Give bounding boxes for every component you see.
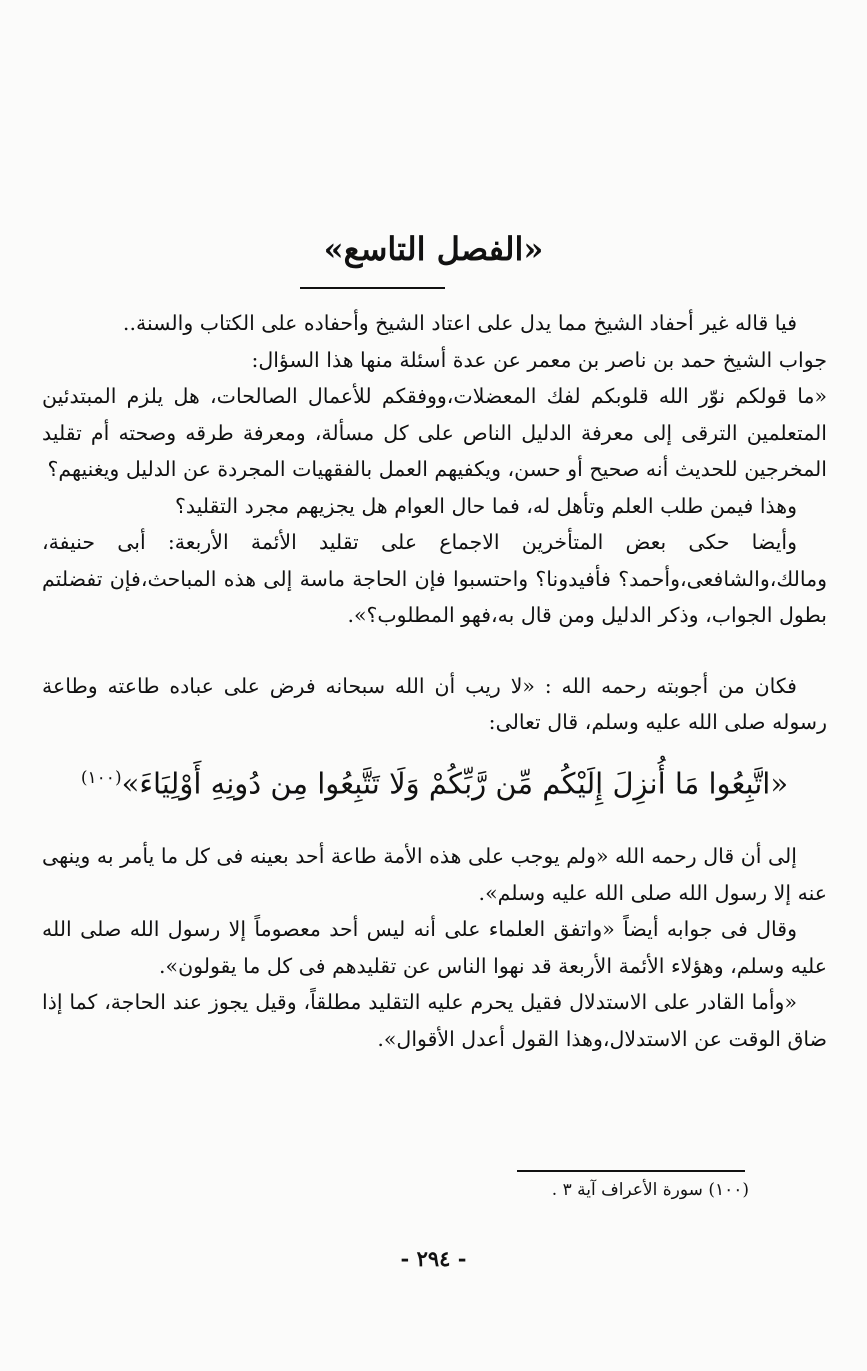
paragraph-question-imams: وأيضا حكى بعض المتأخرين الاجماع على تقليد الأئمة الأربعة: أبى حنيفة، ومالك،والشافعى،وأحمد؟ فأفيدونا؟ واحتسبوا فإن الحاجة ماسة إلى هذه المباحث،فإن تفضلتم بطول الجواب، وذكر الدليل ومن قال به،فهو المطلوب؟». xyxy=(42,530,827,627)
paragraph-continuation: إلى أن قال رحمه الله «ولم يوجب على هذه الأمة طاعة أحد بعينه فى كل ما يأمر به وينهى عنه إلا رسول الله صلى الله عليه وسلم». xyxy=(42,844,827,905)
title-underline xyxy=(300,287,445,289)
verse-spacer xyxy=(42,818,827,838)
paragraph-intro: فيا قاله غير أحفاد الشيخ مما يدل على اعتاد الشيخ وأحفاده على الكتاب والسنة.. xyxy=(122,311,797,335)
paragraph-answer: فكان من أجوبته رحمه الله : «لا ريب أن الله سبحانه فرض على عباده طاعته وطاعة رسوله صلى الله عليه وسلم، قال تعالى: xyxy=(42,673,827,734)
paragraph-question-commoners: وهذا فيمن طلب العلم وتأهل له، فما حال العوام هل يجزيهم مجرد التقليد؟ xyxy=(174,493,797,518)
chapter-title: «الفصل التاسع» xyxy=(323,230,544,268)
verse-footnote-ref: (١٠٠) xyxy=(80,767,122,788)
paragraph-question: «ما قولكم نوّر الله قلوبكم لفك المعضلات،ووفقكم للأعمال الصالحات، هل يلزم المبتدئين المتعلمين الترقى إلى معرفة الدليل الناص على كل مسألة، ومعرفة طرقه وصحته أم تقليد المخرجين للحديث أنه صحيح أو حسن، ويكفيهم العمل بالفقهيات المجردة عن الدليل ويغنيهم؟ xyxy=(42,384,827,481)
footnote: (١٠٠) سورة الأعراف آية ٣ . xyxy=(551,1180,749,1200)
paragraph-spacer xyxy=(42,634,827,668)
paragraph-question-heading: جواب الشيخ حمد بن ناصر بن معمر عن عدة أسئلة منها هذا السؤال: xyxy=(251,347,827,372)
main-text xyxy=(42,305,827,1057)
quran-verse xyxy=(42,747,827,815)
paragraph-infallibility: وقال فى جوابه أيضاً «واتفق العلماء على أنه ليس أحد معصوماً إلا رسول الله صلى الله عليه وسلم، وهؤلاء الأئمة الأربعة قد نهوا الناس عن تقليدهم فى كل ما يقولون». xyxy=(42,917,827,978)
page-number: - ٢٩٤ - xyxy=(400,1246,467,1271)
footnote-divider xyxy=(517,1170,745,1172)
paragraph-capable: «وأما القادر على الاستدلال فقيل يحرم عليه التقليد مطلقاً، وقيل يجوز عند الحاجة، كما إذا ضاق الوقت عن الاستدلال،وهذا القول أعدل الأقوال». xyxy=(42,990,827,1051)
verse-text: «اتَّبِعُوا مَا أُنزِلَ إِلَيْكُم مِّن رَّبِّكُمْ وَلَا تَتَّبِعُوا مِن دُونِهِ أَوْلِيَاءَ» xyxy=(121,766,789,801)
